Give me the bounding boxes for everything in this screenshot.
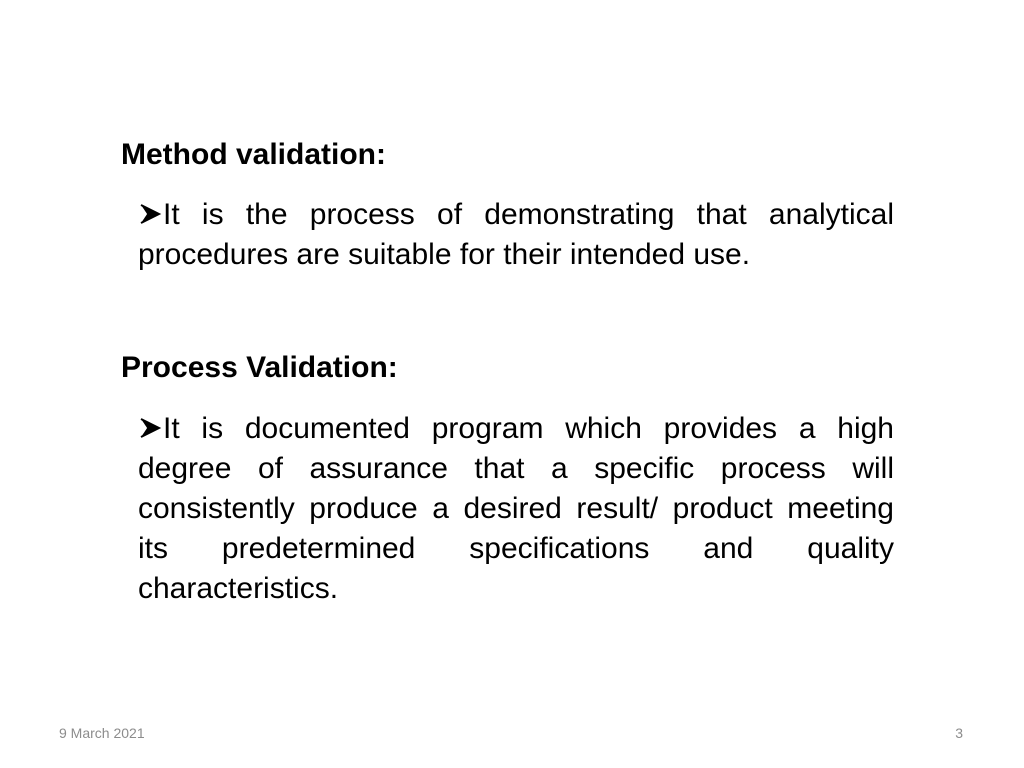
arrow-bullet-icon <box>138 202 162 226</box>
bullet-item-process-validation <box>138 409 894 609</box>
bullet-text-process-validation: It is documented program which provides a high degree of assurance that a specific process will consistently produce a desired result/ product meeting its predetermined specifications and quality characteristics. <box>138 412 894 605</box>
section-heading-process-validation: Process Validation: <box>121 351 398 384</box>
section-heading-method-validation: Method validation: <box>121 138 386 171</box>
bullet-item-method-validation <box>138 195 894 275</box>
footer-date: 9 March 2021 <box>59 725 145 741</box>
arrow-bullet-icon <box>138 416 162 440</box>
footer-page-number: 3 <box>955 725 963 741</box>
bullet-text-method-validation: It is the process of demonstrating that analytical procedures are suitable for their intended use. <box>138 198 894 271</box>
